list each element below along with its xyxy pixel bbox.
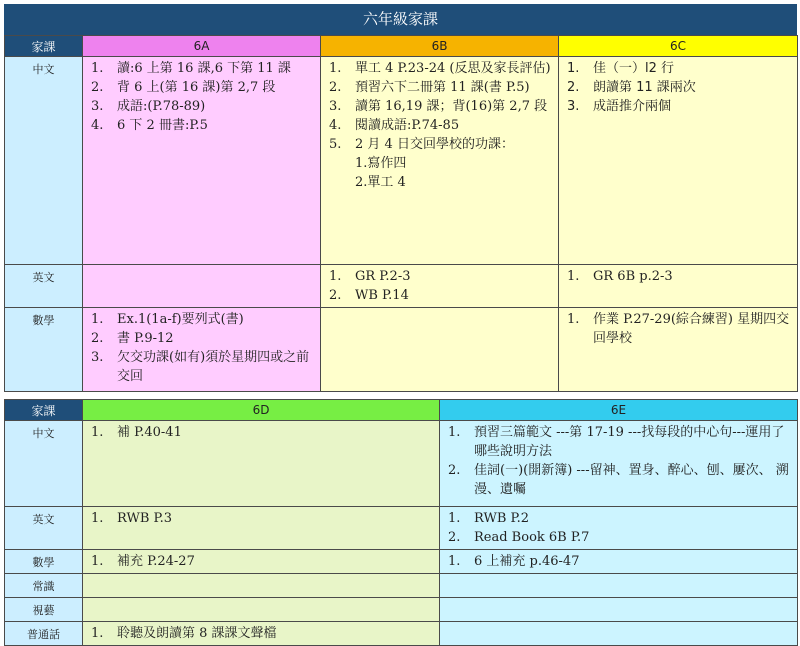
list-item: 1. 聆聽及朗讀第 8 課課文聲檔 [91,626,277,641]
header-class-6b: 6B [321,36,559,57]
cell-6e-putonghua [440,622,798,646]
list-item: 2. 預習六下二冊第 11 課(書 P.5) [329,80,530,95]
list-item: 1. GR 6B p.2-3 [567,269,673,284]
header-class-6a: 6A [83,36,321,57]
list-item: 3. 欠交功課(如有)須於星期四或之前交回 [91,350,310,384]
cell-6c-english [559,265,798,308]
cell-6a-english [83,265,321,308]
list-item: 2. 背 6 上(第 16 課)第 2,7 段 [91,80,276,95]
cell-6e-chinese [440,421,798,507]
subject-chinese: 中文 [5,421,83,507]
header-homework: 家課 [5,400,83,421]
cell-6e-math [440,550,798,574]
list-item: 1. GR P.2-3 [329,269,411,284]
list-item: 1. 佳（一）l2 行 [567,61,675,76]
list-item: 2. 朗讀第 11 課兩次 [567,80,696,95]
cell-6b-chinese [321,57,559,265]
list-item: 1. 6 上補充 p.46-47 [448,554,580,569]
subject-math: 數學 [5,308,83,392]
list-item: 3. 讀第 16,19 課；背(16)第 2,7 段 [329,99,548,114]
list-item: 2. 書 P.9-12 [91,331,174,346]
list-item: 2. Read Book 6B P.7 [448,530,590,545]
page-title: 六年級家課 [4,4,797,35]
cell-6e-visual-arts [440,598,798,622]
cell-6b-math [321,308,559,392]
list-item: 3. 成語推介兩個 [567,99,672,114]
cell-6c-math [559,308,798,392]
list-item: 1. 預習三篇範文 ---第 17-19 ---找每段的中心句---運用了哪些說明方法 [448,425,785,459]
cell-6a-chinese [83,57,321,265]
cell-6d-general-studies [83,574,440,598]
list-item: 1. RWB P.3 [91,511,173,526]
header-class-6d: 6D [83,400,440,421]
cell-6d-chinese [83,421,440,507]
subject-visual-arts: 視藝 [5,598,83,622]
list-item: 2. WB P.14 [329,288,409,303]
list-item: 4. 閱讀成語:P.74-85 [329,118,460,133]
subject-english: 英文 [5,507,83,550]
cell-6e-english [440,507,798,550]
list-item: 2. 佳詞(一)(開新簿) ---留神、置身、醉心、刨、屢次、 溯漫、遺囑 [448,463,789,497]
list-item: 1. RWB P.2 [448,511,530,526]
cell-6d-english [83,507,440,550]
list-item: 1. 讀:6 上第 16 課,6 下第 11 課 [91,61,291,76]
subject-putonghua: 普通話 [5,622,83,646]
header-class-6e: 6E [440,400,798,421]
cell-6d-visual-arts [83,598,440,622]
list-item: 3. 成語:(P.78-89) [91,99,206,114]
header-class-6c: 6C [559,36,798,57]
homework-table-6d-6e [4,399,798,646]
list-item: 1. 單工 4 P.23-24 (反思及家長評估) [329,61,551,76]
cell-6e-general-studies [440,574,798,598]
subject-chinese: 中文 [5,57,83,265]
list-item: 1. 作業 P.27-29(綜合練習) 星期四交回學校 [567,312,790,346]
cell-6b-english [321,265,559,308]
list-item: 4. 6 下 2 冊書:P.5 [91,118,208,133]
list-item: 5. 2 月 4 日交回學校的功課： 1.寫作四 2.單工 4 [329,137,514,190]
subject-english: 英文 [5,265,83,308]
list-item: 1. Ex.1(1a-f)要列式(書) [91,312,244,327]
cell-6c-chinese [559,57,798,265]
subject-general-studies: 常識 [5,574,83,598]
subject-math: 數學 [5,550,83,574]
list-item: 1. 補充 P.24-27 [91,554,195,569]
list-item: 1. 補 P.40-41 [91,425,182,440]
cell-6d-putonghua [83,622,440,646]
header-homework: 家課 [5,36,83,57]
cell-6d-math [83,550,440,574]
cell-6a-math [83,308,321,392]
homework-table-6a-6c [4,35,798,392]
